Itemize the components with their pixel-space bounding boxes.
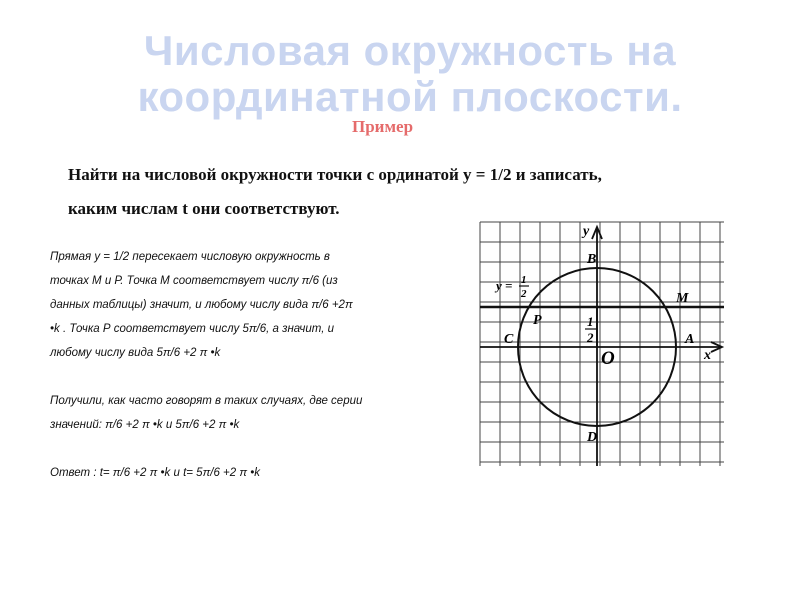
axis-x-label: x [704, 348, 711, 363]
unit-circle-figure [479, 221, 727, 474]
solution-line: точках М и Р. Точка М соответствует числу π/6 (из [50, 275, 338, 287]
solution-line: данных таблицы) значит, и любому числу вида π/6 +2π [50, 299, 353, 311]
task-statement [68, 158, 738, 226]
axis-y-label: y [583, 224, 590, 239]
answer-line: Ответ : t= π/6 +2 π •k и t= 5π/6 +2 π •k [50, 467, 261, 479]
spacer [50, 365, 442, 389]
half-denominator: 2 [587, 330, 594, 345]
point-m-label: M [676, 291, 689, 306]
example-subtitle: Пример [352, 117, 414, 136]
origin-label: O [601, 348, 615, 369]
slide-title [60, 28, 760, 120]
unit-circle-diagram [479, 221, 727, 469]
task-line-2: каким числам t они соответствуют. [68, 199, 340, 218]
point-p-label: P [533, 313, 542, 328]
line-label-numerator: 1 [521, 274, 527, 286]
point-c-label: C [504, 332, 514, 347]
task-line-1: Найти на числовой окружности точки с ординатой y = 1/2 и записать, [68, 165, 602, 184]
point-b-label: B [587, 252, 597, 267]
result-line: Получили, как часто говорят в таких случаях, две серии [50, 395, 363, 407]
title-line-1: Числовая окружность на [143, 27, 677, 74]
result-line: значений: π/6 +2 π •k и 5π/6 +2 π •k [50, 419, 240, 431]
solution-line: Прямая y = 1/2 пересекает числовую окружность в [50, 251, 330, 263]
spacer [50, 437, 442, 461]
solution-text [50, 245, 442, 485]
line-label-denominator: 2 [521, 288, 527, 300]
half-numerator: 1 [587, 314, 594, 329]
solution-line: •k . Точка Р соответствует числу 5π/6, а значит, и [50, 323, 335, 335]
point-d-label: D [587, 430, 598, 445]
point-a-label: A [685, 332, 695, 347]
solution-line: любому числу вида 5π/6 +2 π •k [50, 347, 221, 359]
line-label-y: y = [496, 278, 513, 293]
title-line-2: координатной плоскости. [137, 73, 683, 120]
